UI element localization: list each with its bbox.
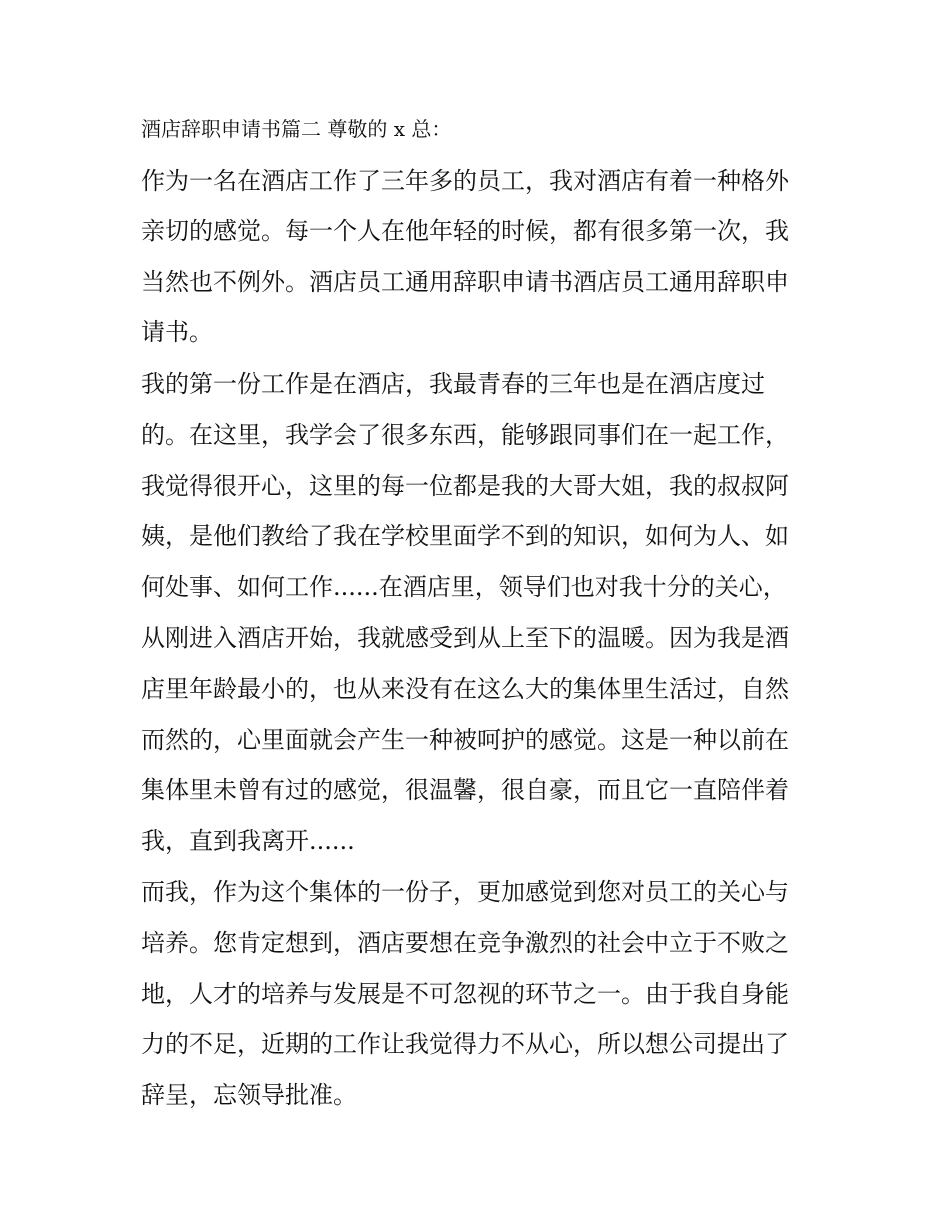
- letter-heading: 酒店辞职申请书篇二 尊敬的 x 总：: [141, 117, 452, 141]
- body-line: 亲切的感觉。每一个人在他年轻的时候，都有很多第一次，我: [141, 217, 789, 245]
- body-line: 辞呈，忘领导批准。: [141, 1081, 357, 1109]
- body-line: 从刚进入酒店开始，我就感受到从上至下的温暖。因为我是酒: [141, 624, 789, 652]
- body-line: 地，人才的培养与发展是不可忽视的环节之一。由于我自身能: [141, 980, 789, 1008]
- body-line: 我的第一份工作是在酒店，我最青春的三年也是在酒店度过: [141, 370, 765, 398]
- body-line: 姨，是他们教给了我在学校里面学不到的知识，如何为人、如: [141, 522, 789, 550]
- body-line: 的。在这里，我学会了很多东西，能够跟同事们在一起工作，: [141, 421, 789, 449]
- body-line: 培养。您肯定想到，酒店要想在竞争激烈的社会中立于不败之: [141, 929, 789, 957]
- body-line: 而我，作为这个集体的一份子，更加感觉到您对员工的关心与: [141, 878, 789, 906]
- body-line: 请书。: [141, 318, 213, 346]
- body-line: 集体里未曾有过的感觉，很温馨，很自豪，而且它一直陪伴着: [141, 776, 789, 804]
- body-line: 当然也不例外。酒店员工通用辞职申请书酒店员工通用辞职申: [141, 268, 789, 296]
- body-line: 我觉得很开心，这里的每一位都是我的大哥大姐，我的叔叔阿: [141, 472, 789, 500]
- body-line: 作为一名在酒店工作了三年多的员工，我对酒店有着一种格外: [141, 167, 789, 195]
- body-line: 而然的，心里面就会产生一种被呵护的感觉。这是一种以前在: [141, 726, 789, 754]
- body-line: 何处事、如何工作......在酒店里，领导们也对我十分的关心，: [141, 573, 787, 601]
- body-line: 店里年龄最小的，也从来没有在这么大的集体里生活过，自然: [141, 675, 789, 703]
- body-line: 我，直到我离开......: [141, 827, 355, 855]
- body-line: 力的不足，近期的工作让我觉得力不从心，所以想公司提出了: [141, 1030, 789, 1058]
